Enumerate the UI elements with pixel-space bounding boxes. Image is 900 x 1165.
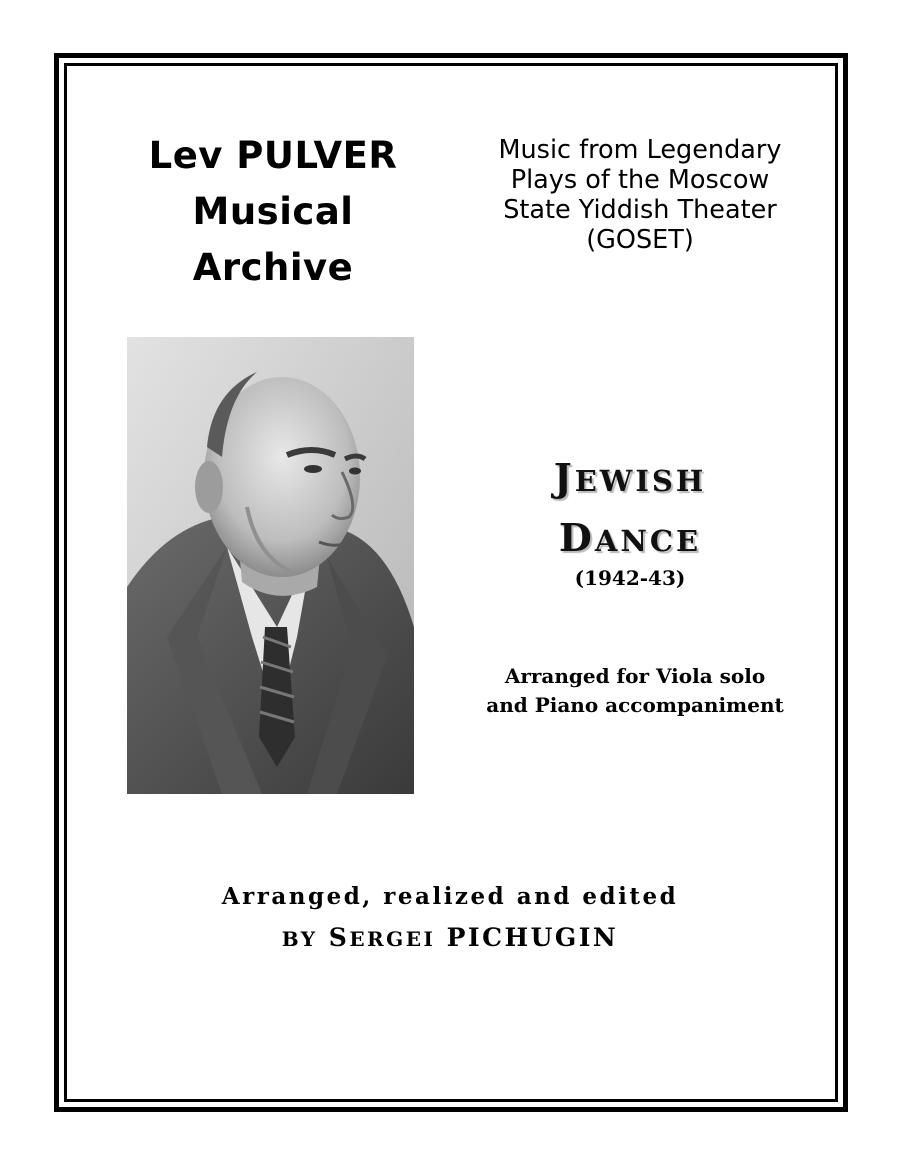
credit-line2	[150, 918, 750, 958]
arranger-surname: PICHUGIN	[446, 923, 619, 952]
archive-title-line3: Archive	[192, 246, 354, 289]
collection-subtitle	[450, 135, 830, 255]
arranger-first-initial: S	[328, 923, 350, 952]
arranger-credit	[150, 880, 750, 958]
subtitle-line2: Plays of the Moscow	[510, 165, 770, 195]
piece-title-line2: DANCE	[558, 515, 702, 560]
subtitle-line3: State Yiddish Theater	[503, 195, 777, 225]
instrumentation-line2: and Piano accompaniment	[486, 693, 784, 717]
instrumentation	[440, 662, 830, 720]
subtitle-line1: Music from Legendary	[498, 135, 782, 165]
archive-title-line2: Musical	[192, 190, 354, 233]
portrait-photo-icon	[127, 337, 414, 794]
instrumentation-line1: Arranged for Viola solo	[504, 664, 766, 688]
archive-title-line1: Lev PULVER	[148, 134, 398, 177]
piece-title-line1: JEWISH	[553, 455, 707, 500]
credit-line1: Arranged, realized and edited	[221, 883, 679, 910]
piece-title	[470, 448, 790, 568]
subtitle-line4: (GOSET)	[586, 225, 694, 255]
piece-date: (1942-43)	[574, 566, 686, 590]
archive-title	[118, 128, 428, 296]
composer-portrait	[127, 337, 414, 794]
credit-by: BY	[281, 927, 318, 951]
arranger-first-rest: ERGEI	[349, 927, 436, 951]
